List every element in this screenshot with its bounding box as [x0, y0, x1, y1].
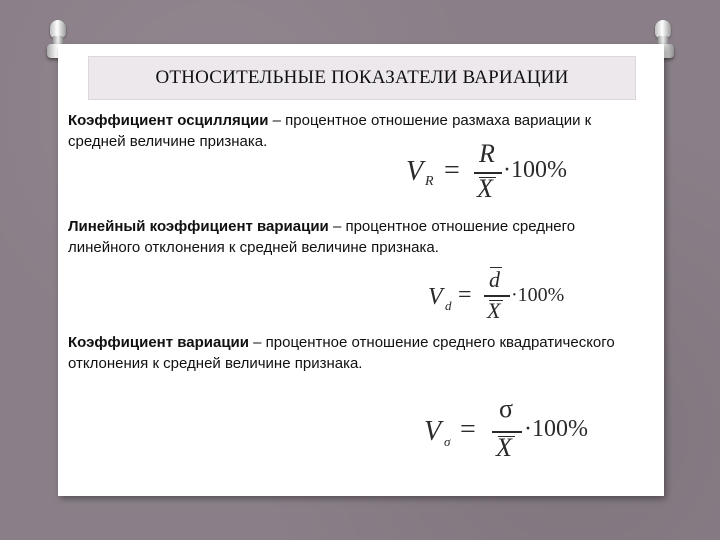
- formula-lhs: V: [406, 156, 424, 187]
- formula-times: ·100%: [524, 416, 588, 442]
- title-band: [88, 56, 636, 100]
- formula-numerator: d: [489, 267, 500, 292]
- formula-eq: =: [458, 282, 472, 308]
- formula-denominator: X: [477, 174, 493, 203]
- linear-term: Линейный коэффициент вариации: [68, 218, 329, 235]
- oscillation-formula: [406, 140, 596, 204]
- formula-numerator: σ: [499, 394, 514, 423]
- formula-sub: d: [445, 298, 452, 313]
- formula-eq: =: [444, 155, 460, 186]
- oscillation-term: Коэффициент осцилляции: [68, 112, 269, 129]
- formula-denominator: X: [496, 433, 512, 462]
- slide-title: ОТНОСИТЕЛЬНЫЕ ПОКАЗАТЕЛИ ВАРИАЦИИ: [155, 67, 569, 88]
- formula-lhs: V: [424, 416, 442, 447]
- variation-term: Коэффициент вариации: [68, 334, 249, 351]
- variation-definition: [68, 332, 648, 374]
- formula-times: ·100%: [503, 157, 567, 183]
- linear-definition: [68, 216, 648, 258]
- variation-text: – процентное отношение среднего квадратического отклонения к средней величине признака.: [68, 334, 615, 372]
- slide-sheet: [58, 44, 664, 496]
- formula-lhs: V: [428, 284, 443, 310]
- fraction-bar: [484, 295, 510, 297]
- oscillation-text: – процентное отношение размаха вариации к средней величине признака.: [68, 112, 592, 150]
- variation-formula: [424, 396, 624, 470]
- formula-times: ·100%: [511, 284, 565, 306]
- formula-sub: R: [425, 174, 434, 189]
- formula-numerator: R: [479, 139, 495, 168]
- formula-denominator: X: [487, 298, 501, 323]
- formula-sub: σ: [444, 434, 451, 449]
- linear-formula: [428, 262, 608, 330]
- formula-eq: =: [460, 414, 476, 445]
- linear-text: – процентное отношение среднего линейного отклонения к средней величине признака.: [68, 218, 576, 256]
